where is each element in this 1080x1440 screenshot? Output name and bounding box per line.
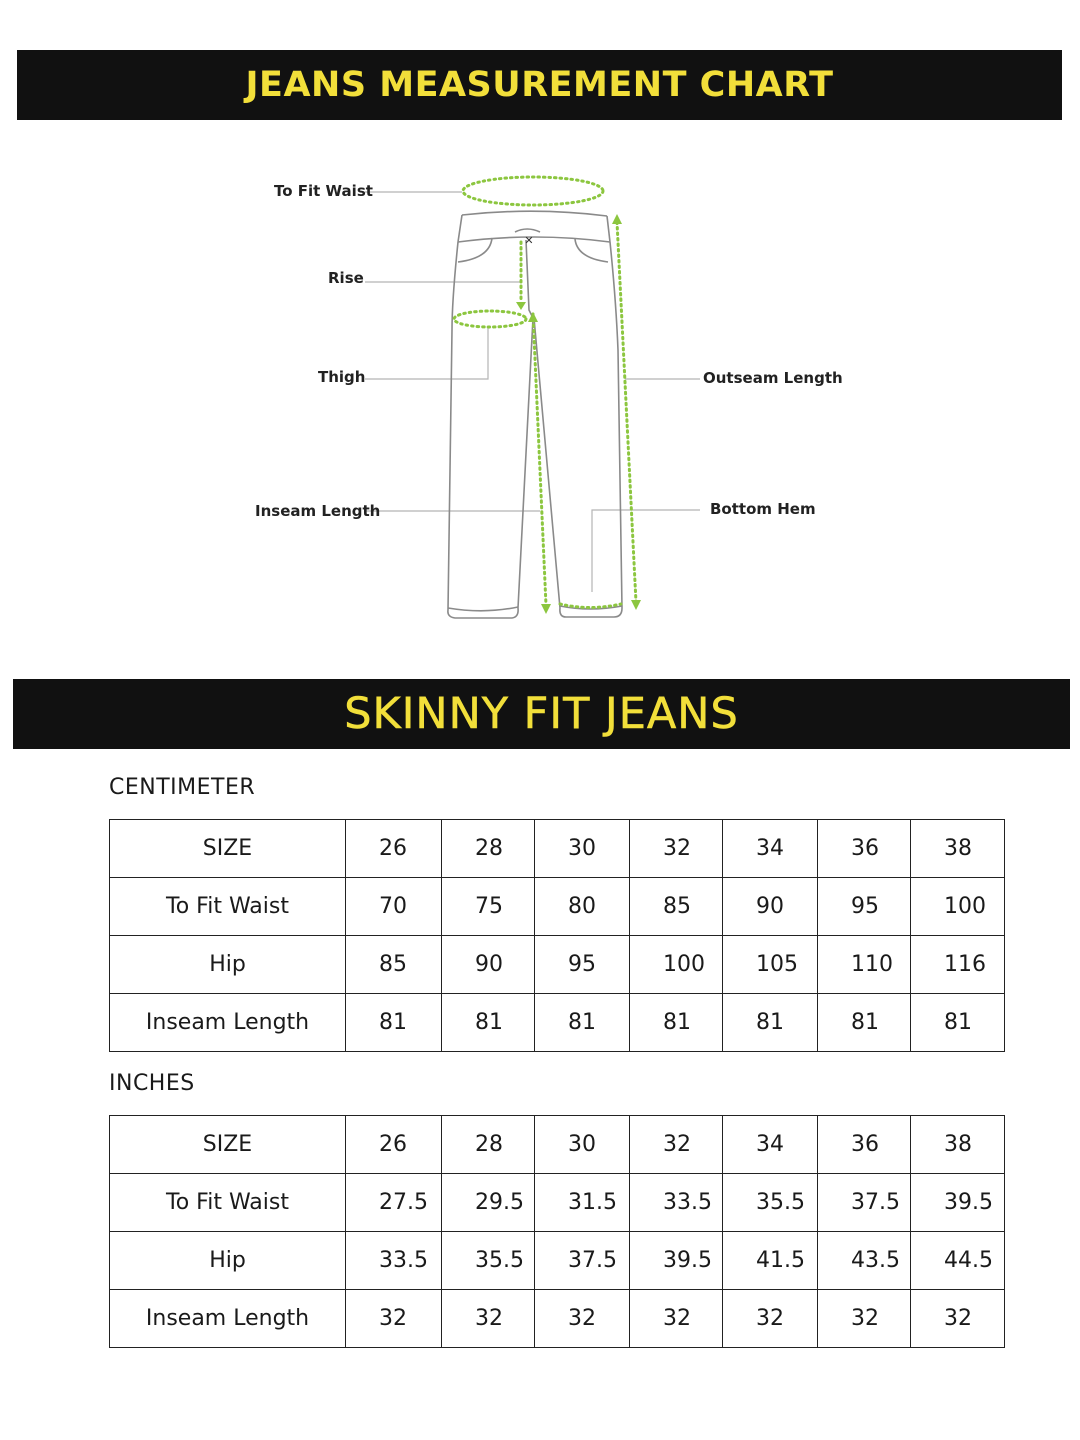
table-cell: 81 [346, 994, 442, 1052]
brand-mark-icon: ✕ [524, 234, 534, 247]
table-cell: 70 [346, 878, 442, 936]
table-row [110, 994, 1005, 1052]
table-cell: 80 [535, 878, 630, 936]
jeans-diagram [0, 130, 1080, 650]
table-cell: 105 [723, 936, 818, 994]
table-cell: 28 [442, 1116, 535, 1174]
row-label: To Fit Waist [110, 878, 346, 936]
table-row [110, 936, 1005, 994]
table-cell: 32 [911, 1290, 1005, 1348]
label-to-fit-waist: To Fit Waist [274, 182, 373, 200]
measurement-arrows [516, 214, 641, 614]
table-cell: 32 [630, 820, 723, 878]
table-cell: 30 [535, 1116, 630, 1174]
table-cell: 32 [723, 1290, 818, 1348]
table-cell: 32 [630, 1116, 723, 1174]
table-cell: 33.5 [346, 1232, 442, 1290]
table-cell: 32 [346, 1290, 442, 1348]
table-row [110, 1116, 1005, 1174]
row-label: Hip [110, 936, 346, 994]
table-cell: 90 [723, 878, 818, 936]
table-cell: 116 [911, 936, 1005, 994]
table-cell: 39.5 [911, 1174, 1005, 1232]
table-row [110, 1174, 1005, 1232]
table-cell: 41.5 [723, 1232, 818, 1290]
inches-size-table [109, 1115, 1005, 1348]
inches-heading: INCHES [109, 1071, 195, 1096]
table-cell: 81 [630, 994, 723, 1052]
table-cell: 37.5 [818, 1174, 911, 1232]
label-rise: Rise [328, 269, 364, 287]
table-row [110, 878, 1005, 936]
row-label: To Fit Waist [110, 1174, 346, 1232]
row-label: SIZE [110, 1116, 346, 1174]
table-cell: 81 [442, 994, 535, 1052]
skinny-fit-title: SKINNY FIT JEANS [344, 689, 739, 739]
table-cell: 30 [535, 820, 630, 878]
centimeter-heading: CENTIMETER [109, 775, 256, 800]
table-cell: 75 [442, 878, 535, 936]
table-cell: 32 [818, 1290, 911, 1348]
table-cell: 81 [911, 994, 1005, 1052]
table-cell: 32 [442, 1290, 535, 1348]
label-thigh: Thigh [318, 368, 366, 386]
table-cell: 32 [630, 1290, 723, 1348]
table-cell: 39.5 [630, 1232, 723, 1290]
table-cell: 38 [911, 820, 1005, 878]
table-cell: 44.5 [911, 1232, 1005, 1290]
table-cell: 29.5 [442, 1174, 535, 1232]
row-label: Hip [110, 1232, 346, 1290]
table-cell: 28 [442, 820, 535, 878]
table-cell: 43.5 [818, 1232, 911, 1290]
row-label: Inseam Length [110, 994, 346, 1052]
skinny-fit-banner [13, 679, 1070, 749]
table-cell: 33.5 [630, 1174, 723, 1232]
table-cell: 35.5 [723, 1174, 818, 1232]
row-label: SIZE [110, 820, 346, 878]
table-cell: 26 [346, 1116, 442, 1174]
table-cell: 100 [911, 878, 1005, 936]
table-cell: 34 [723, 1116, 818, 1174]
table-cell: 110 [818, 936, 911, 994]
table-cell: 85 [346, 936, 442, 994]
label-bottom-hem: Bottom Hem [710, 500, 816, 518]
table-cell: 85 [630, 878, 723, 936]
table-cell: 32 [535, 1290, 630, 1348]
table-cell: 95 [535, 936, 630, 994]
table-cell: 35.5 [442, 1232, 535, 1290]
label-outseam-length: Outseam Length [703, 369, 843, 387]
table-cell: 36 [818, 820, 911, 878]
table-row [110, 1290, 1005, 1348]
table-cell: 36 [818, 1116, 911, 1174]
centimeter-size-table [109, 819, 1005, 1052]
table-cell: 34 [723, 820, 818, 878]
measurement-chart-banner [17, 50, 1062, 120]
label-inseam-length: Inseam Length [255, 502, 381, 520]
table-cell: 26 [346, 820, 442, 878]
leader-lines [365, 192, 700, 592]
table-row [110, 820, 1005, 878]
table-cell: 81 [818, 994, 911, 1052]
row-label: Inseam Length [110, 1290, 346, 1348]
table-cell: 90 [442, 936, 535, 994]
measurement-chart-title: JEANS MEASUREMENT CHART [245, 65, 834, 105]
table-cell: 100 [630, 936, 723, 994]
table-cell: 81 [723, 994, 818, 1052]
table-cell: 95 [818, 878, 911, 936]
table-cell: 38 [911, 1116, 1005, 1174]
table-cell: 37.5 [535, 1232, 630, 1290]
table-cell: 27.5 [346, 1174, 442, 1232]
jeans-outline [448, 211, 622, 618]
jeans-illustration [0, 130, 1080, 650]
table-cell: 81 [535, 994, 630, 1052]
table-row [110, 1232, 1005, 1290]
table-cell: 31.5 [535, 1174, 630, 1232]
